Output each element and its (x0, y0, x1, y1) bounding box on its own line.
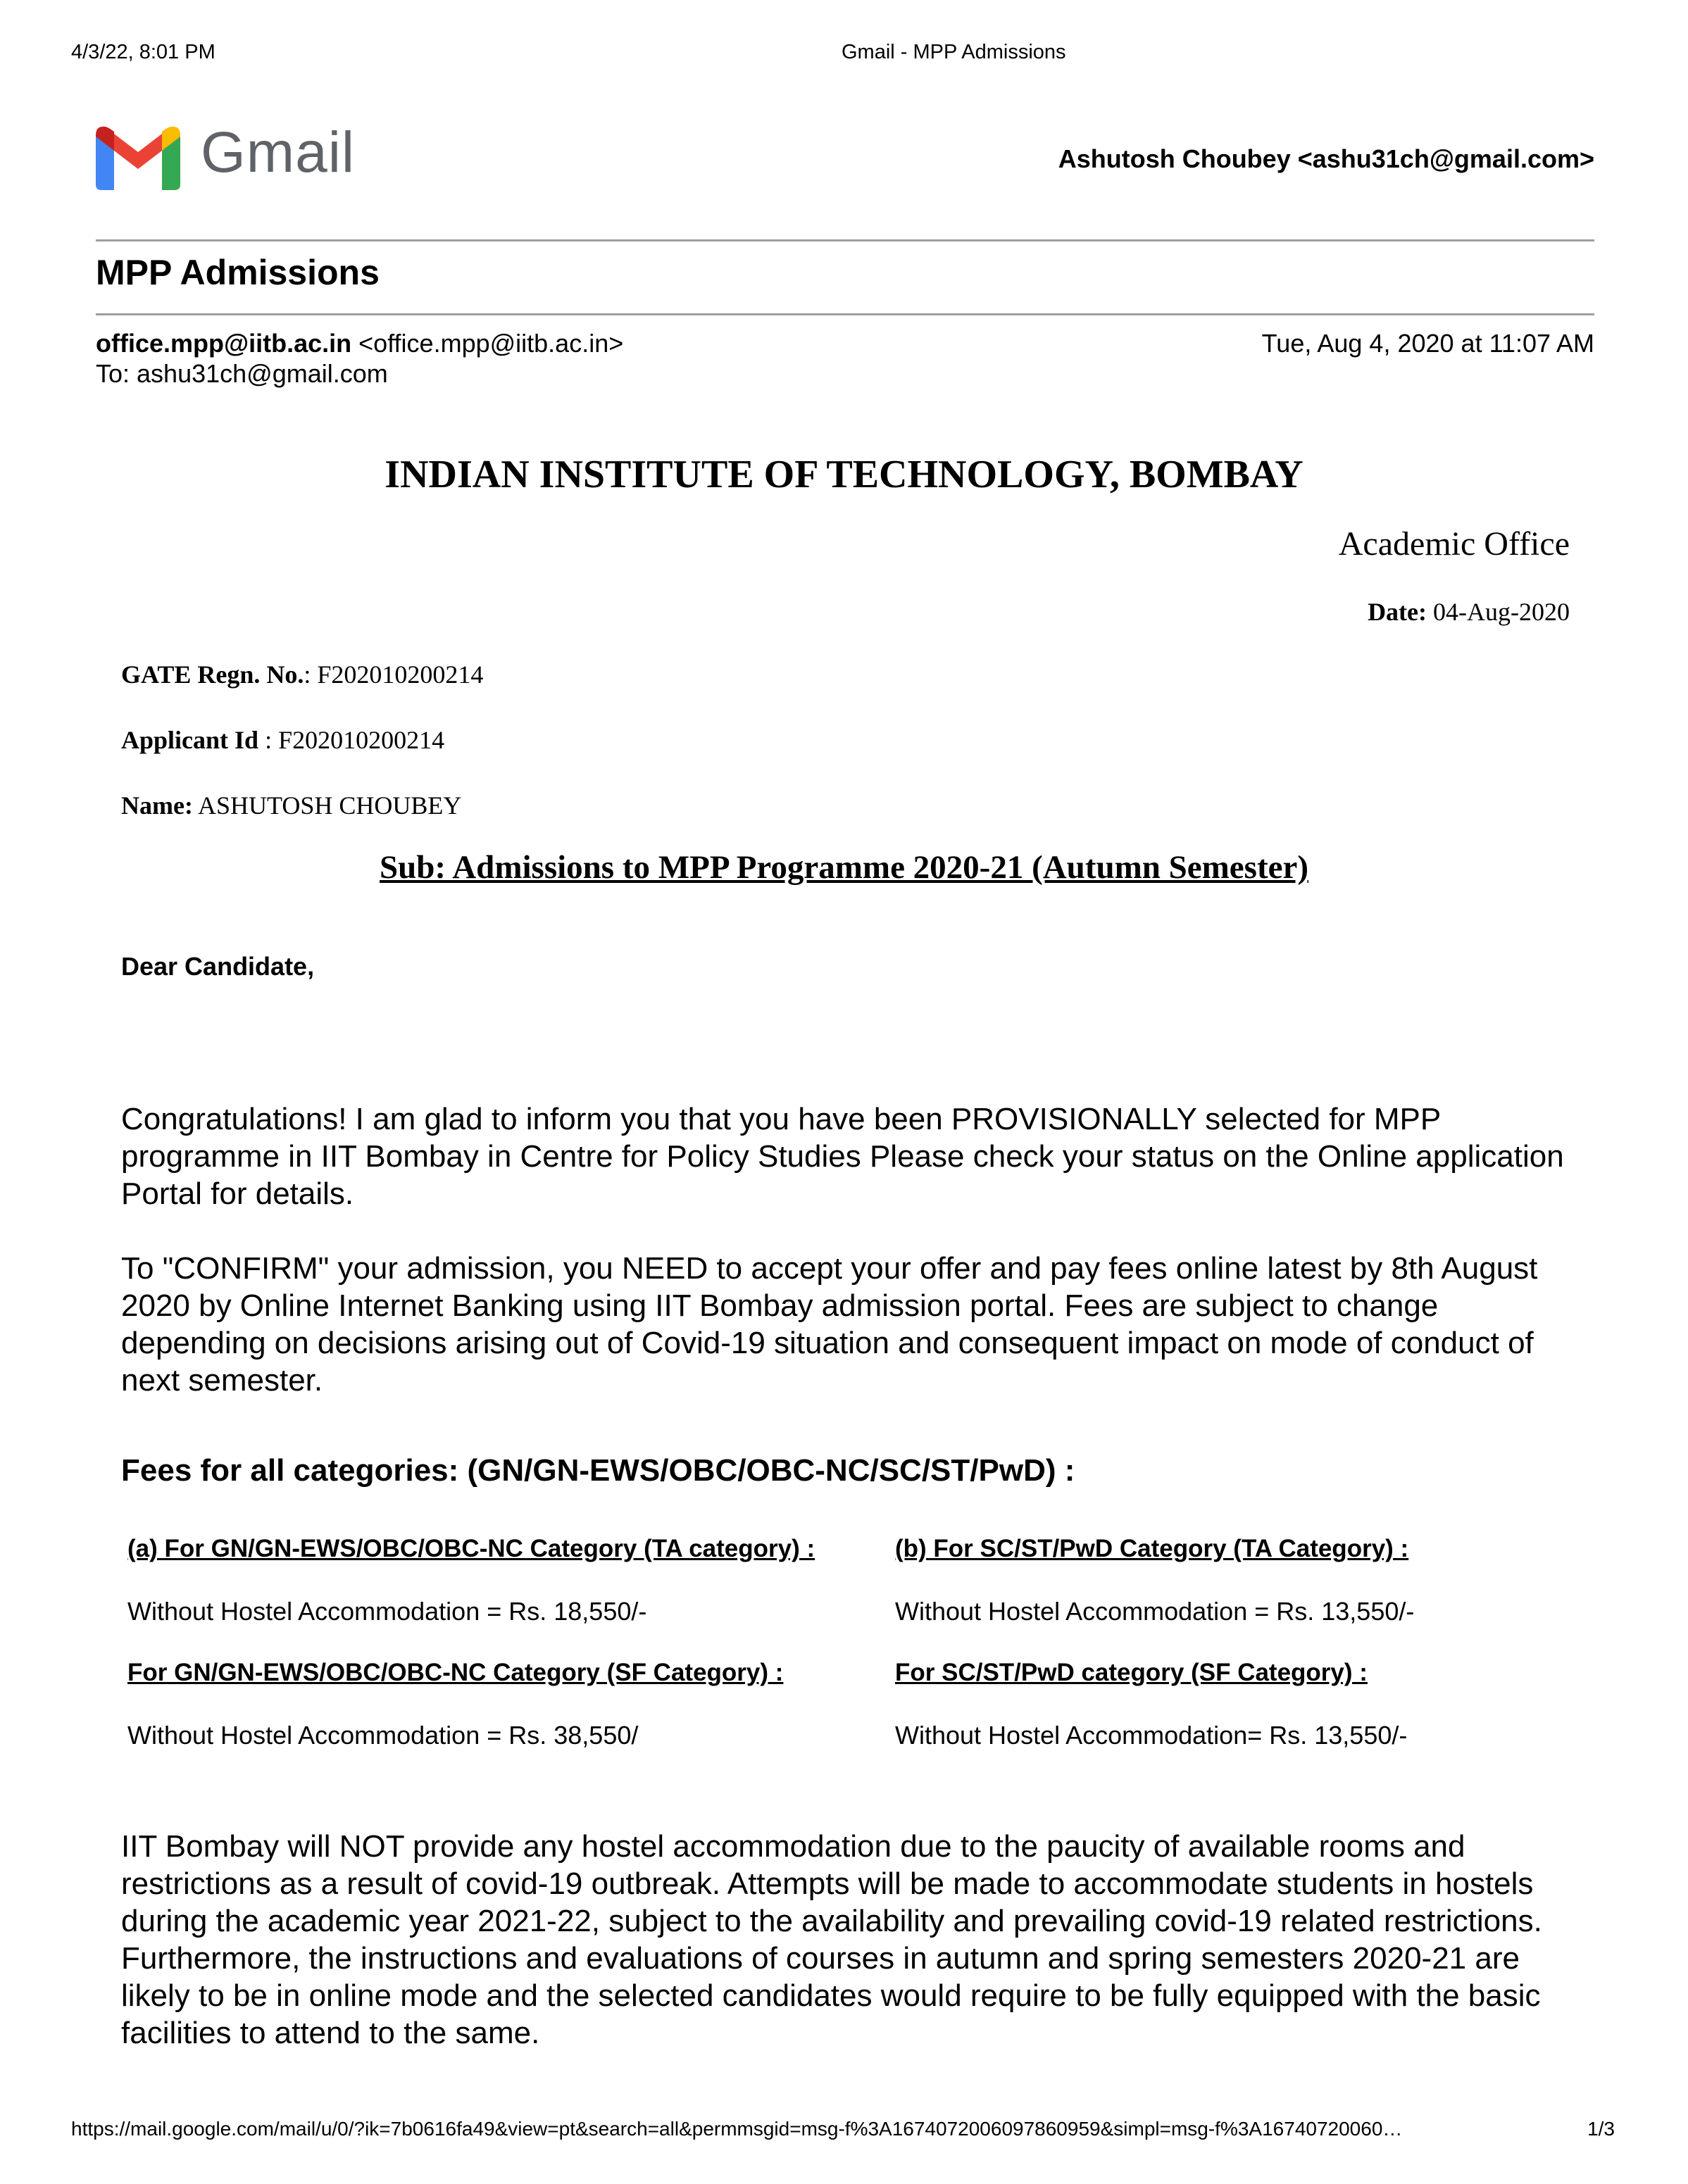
print-url: https://mail.google.com/mail/u/0/?ik=7b0616fa49&view=pt&search=all&permmsgid=msg-f%3A1674072006097860959&simpl=msg-f%3A16740720060… (71, 2118, 1403, 2140)
print-datetime: 4/3/22, 8:01 PM (71, 41, 215, 63)
salutation: Dear Candidate, (121, 952, 315, 981)
gate-value: : F202010200214 (304, 660, 484, 689)
fee-category-d: For SC/ST/PwD category (SF Category) : (895, 1659, 1368, 1686)
paragraph-confirm: To "CONFIRM" your admission, you NEED to accept your offer and pay fees online latest by 8th August 2020 by Online Internet Banking using IIT Bombay admission portal. Fees are subject to change depending on decisions arising out of Covid-19 situation and consequent impact on mode of conduct of next semester. (121, 1251, 1538, 1398)
fee-category-c: For GN/GN-EWS/OBC/OBC-NC Category (SF Category) : (127, 1659, 784, 1686)
applicant-id (121, 725, 444, 755)
paragraph-selection: Congratulations! I am glad to inform you that you have been PROVISIONALLY selected for MPP programme in IIT Bombay in Centre for Policy Studies Please check your status on the Online application Portal for details. (121, 1102, 1564, 1211)
letter-subject: Sub: Admissions to MPP Programme 2020-21 (Autumn Semester) (380, 849, 1308, 886)
letter-date-value: 04-Aug-2020 (1433, 598, 1570, 626)
print-title: Gmail - MPP Admissions (842, 41, 1066, 63)
account-email: Ashutosh Choubey <ashu31ch@gmail.com> (1058, 144, 1594, 173)
page-number: 1/3 (1587, 2118, 1615, 2140)
fee-category-b: (b) For SC/ST/PwD Category (TA Category) : (895, 1535, 1409, 1562)
from-bracket: <office.mpp@iitb.ac.in> (358, 329, 624, 358)
letter-date-label: Date: (1368, 598, 1427, 626)
divider (96, 313, 1594, 315)
name-value: ASHUTOSH CHOUBEY (197, 791, 462, 820)
gmail-logo-icon (96, 125, 180, 190)
candidate-name (121, 791, 461, 820)
applicant-label: Applicant Id (121, 726, 259, 754)
fee-category-a: (a) For GN/GN-EWS/OBC/OBC-NC Category (TA category) : (127, 1535, 815, 1562)
gate-label: GATE Regn. No. (121, 660, 304, 689)
email-to: To: ashu31ch@gmail.com (96, 359, 388, 388)
fee-amount-c: Without Hostel Accommodation = Rs. 38,550/ (127, 1721, 639, 1750)
paragraph-hostel: IIT Bombay will NOT provide any hostel accommodation due to the paucity of available rooms and restrictions as a result of covid-19 outbreak. Attempts will be made to accommodate students in hostels during the academic year 2021-22, subject to the availability and prevailing covid-19 related restrictions. Furthermore, the instructions and evaluations of courses in autumn and spring semesters 2020-21 are likely to be in online mode and the selected candidates would require to be fully equipped with the basic facilities to attend to the same. (121, 1829, 1542, 2050)
from-address: office.mpp@iitb.ac.in (96, 329, 352, 358)
gate-regn (121, 660, 483, 689)
divider (96, 239, 1594, 241)
email-from (96, 329, 623, 358)
name-label: Name: (121, 791, 193, 820)
fee-amount-b: Without Hostel Accommodation = Rs. 13,550/- (895, 1597, 1415, 1626)
gmail-wordmark: Gmail (201, 120, 356, 184)
email-date: Tue, Aug 4, 2020 at 11:07 AM (1261, 329, 1594, 358)
applicant-value: : F202010200214 (258, 726, 445, 754)
email-subject: MPP Admissions (96, 253, 380, 292)
letter-date (1368, 597, 1570, 627)
institute-heading: INDIAN INSTITUTE OF TECHNOLOGY, BOMBAY (385, 453, 1303, 496)
fees-heading: Fees for all categories: (GN/GN-EWS/OBC/OBC-NC/SC/ST/PwD) : (121, 1453, 1075, 1488)
fee-amount-a: Without Hostel Accommodation = Rs. 18,550/- (127, 1597, 647, 1626)
fee-amount-d: Without Hostel Accommodation= Rs. 13,550/- (895, 1721, 1408, 1750)
academic-office: Academic Office (1338, 525, 1570, 563)
